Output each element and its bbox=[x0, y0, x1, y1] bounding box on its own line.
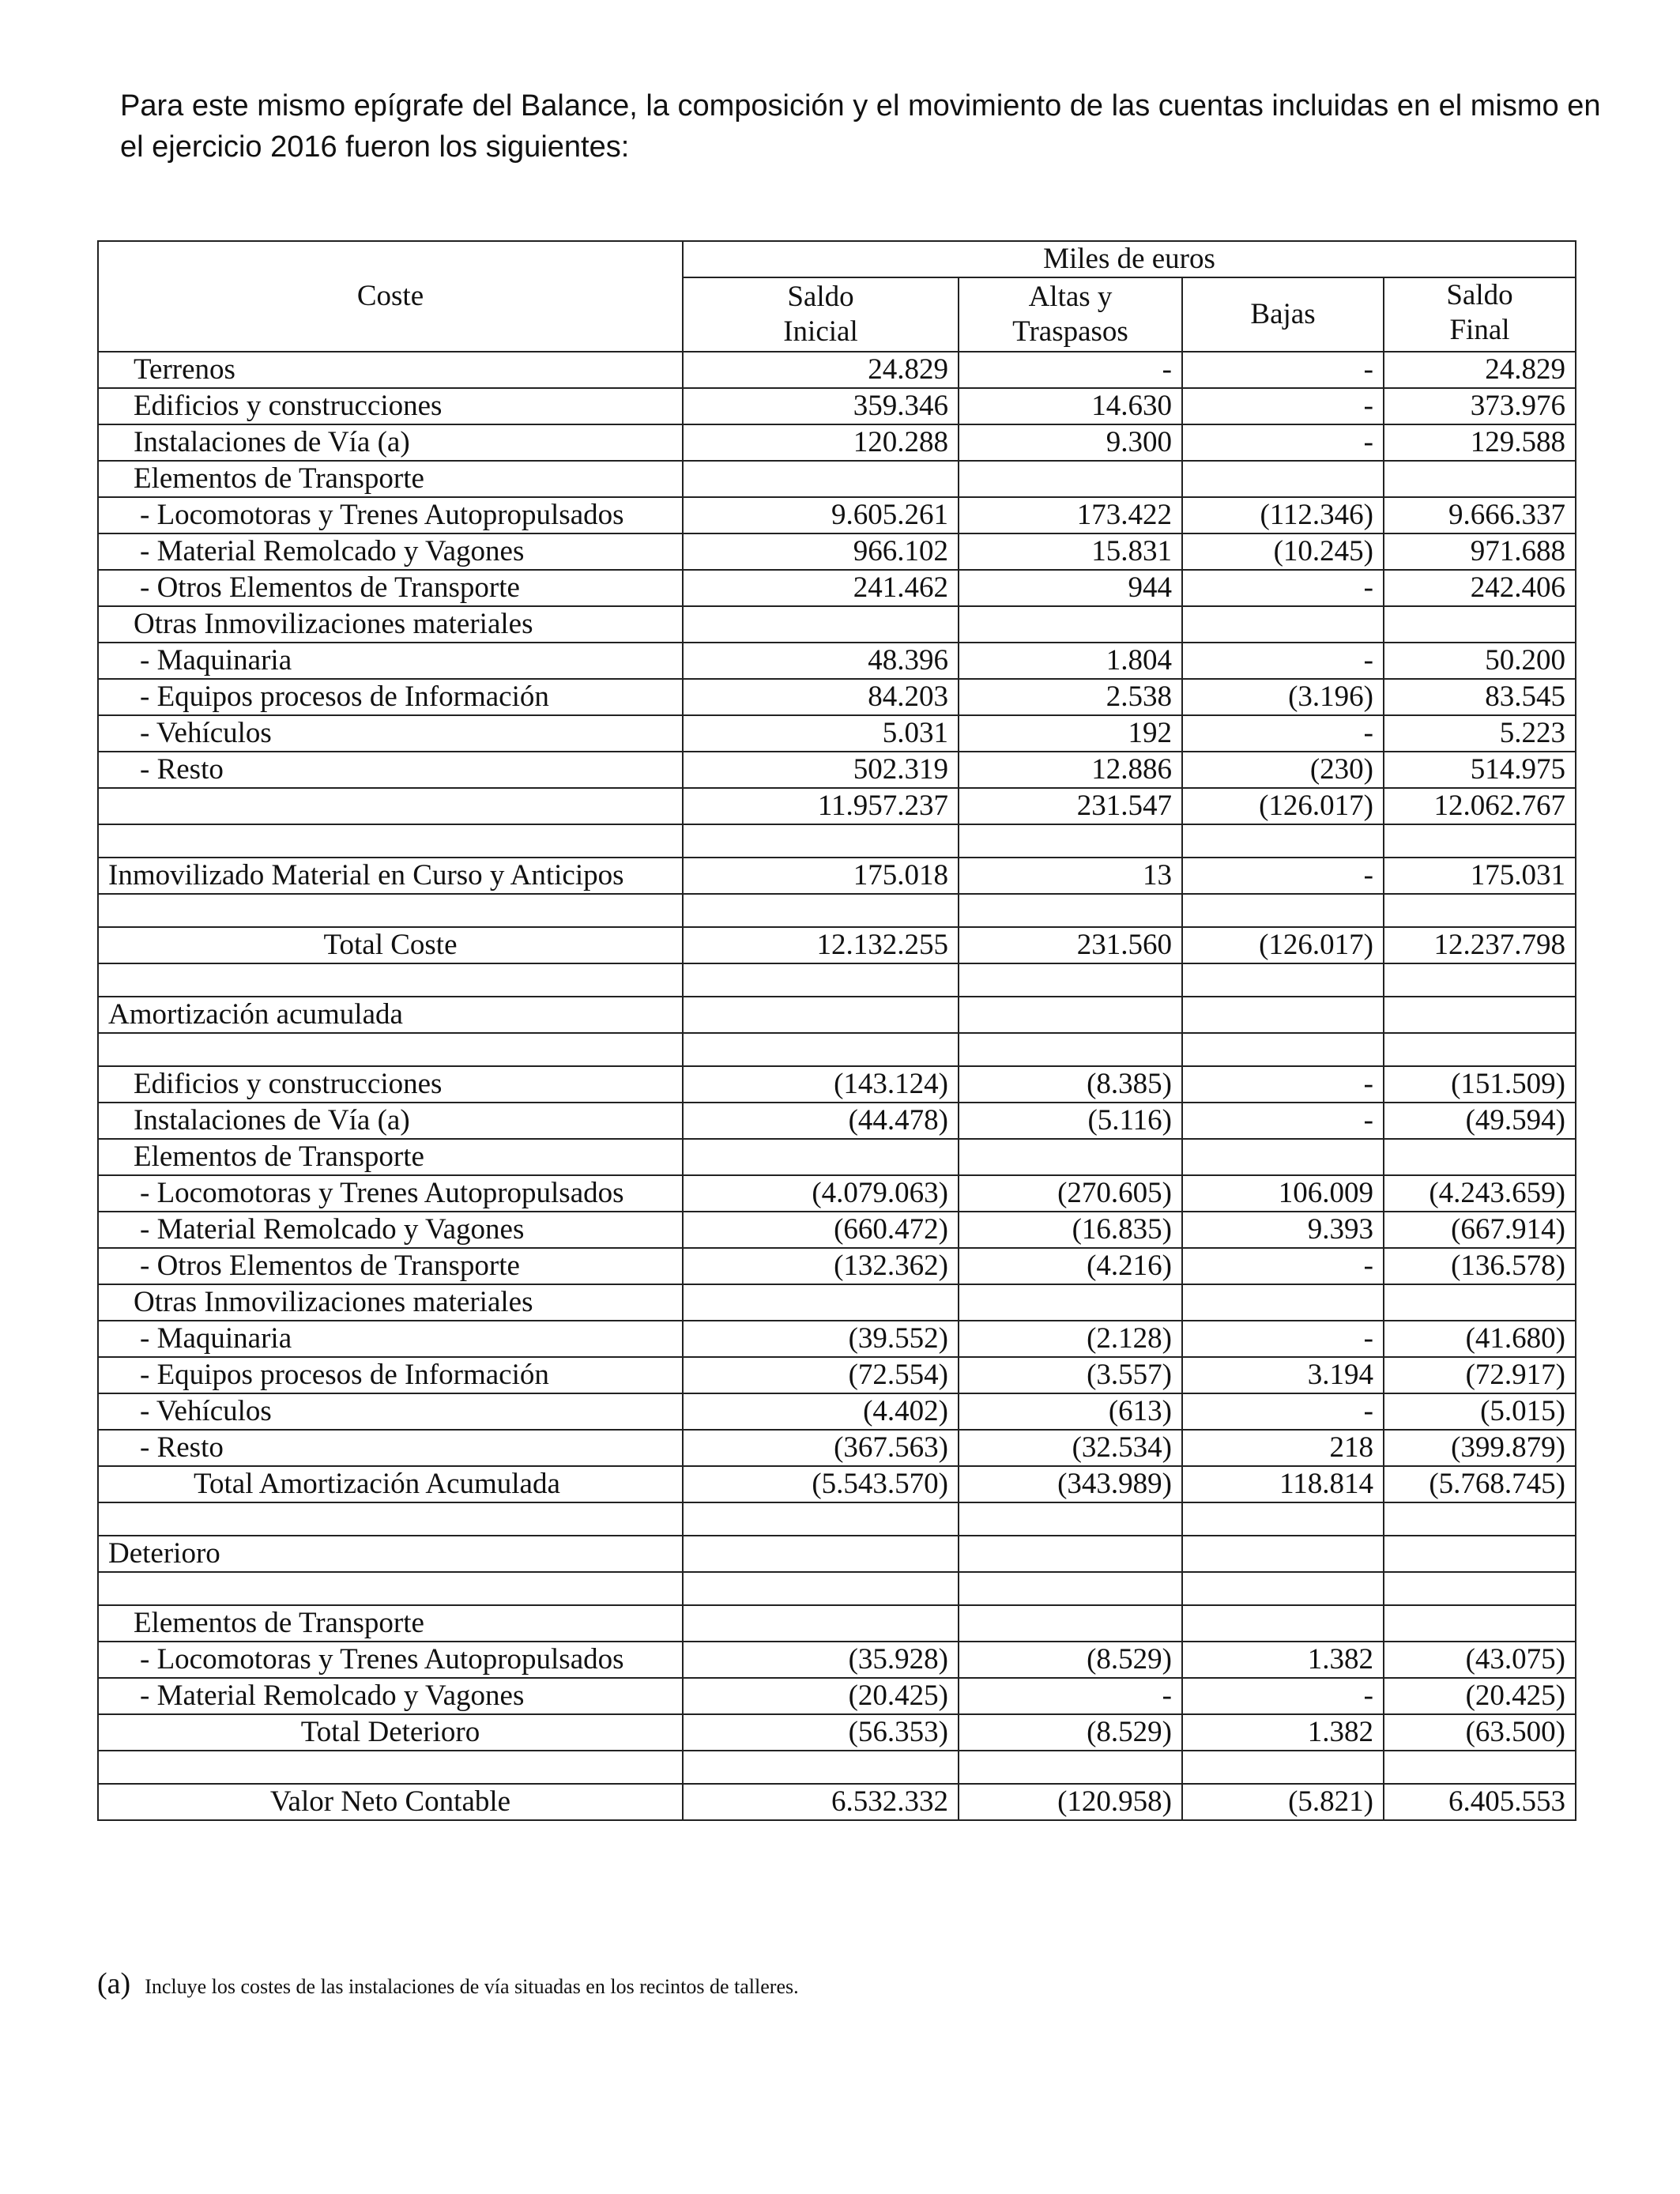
table-row bbox=[98, 1784, 1576, 1820]
value-cell: (3.557) bbox=[959, 1357, 1182, 1393]
table-row bbox=[98, 1714, 1576, 1751]
value-cell bbox=[1384, 1284, 1576, 1321]
value-cell: 241.462 bbox=[683, 570, 959, 606]
table-row bbox=[98, 894, 1576, 927]
col-header-saldo-inicial: Saldo Inicial bbox=[683, 277, 959, 352]
value-cell: (126.017) bbox=[1182, 927, 1384, 963]
value-cell: (20.425) bbox=[1384, 1678, 1576, 1714]
row-label: Elementos de Transporte bbox=[98, 1605, 683, 1642]
value-cell: 231.560 bbox=[959, 927, 1182, 963]
table-row bbox=[98, 1605, 1576, 1642]
value-cell: (56.353) bbox=[683, 1714, 959, 1751]
value-cell: (35.928) bbox=[683, 1642, 959, 1678]
value-cell bbox=[959, 1536, 1182, 1572]
value-cell bbox=[1182, 1284, 1384, 1321]
value-cell: (10.245) bbox=[1182, 533, 1384, 570]
table-row bbox=[98, 497, 1576, 533]
row-label: Deterioro bbox=[98, 1536, 683, 1572]
table-row bbox=[98, 1751, 1576, 1784]
value-cell: (63.500) bbox=[1384, 1714, 1576, 1751]
value-cell: 12.237.798 bbox=[1384, 927, 1576, 963]
row-label: Otras Inmovilizaciones materiales bbox=[98, 606, 683, 643]
value-cell: (5.116) bbox=[959, 1103, 1182, 1139]
value-cell: 118.814 bbox=[1182, 1466, 1384, 1502]
col-header-bajas: Bajas bbox=[1182, 277, 1384, 352]
col-header-altas-traspasos: Altas y Traspasos bbox=[959, 277, 1182, 352]
value-cell: 175.031 bbox=[1384, 858, 1576, 894]
table-row bbox=[98, 1572, 1576, 1605]
value-cell: - bbox=[1182, 424, 1384, 461]
table-row bbox=[98, 1103, 1576, 1139]
row-label: - Maquinaria bbox=[98, 1321, 683, 1357]
blank-cell bbox=[683, 1502, 959, 1536]
value-cell: 9.666.337 bbox=[1384, 497, 1576, 533]
blank-cell bbox=[959, 1502, 1182, 1536]
value-cell: (399.879) bbox=[1384, 1430, 1576, 1466]
value-cell: - bbox=[1182, 570, 1384, 606]
blank-cell bbox=[98, 1502, 683, 1536]
value-cell: (2.128) bbox=[959, 1321, 1182, 1357]
value-cell bbox=[1384, 1139, 1576, 1175]
value-cell bbox=[683, 1536, 959, 1572]
value-cell: (5.543.570) bbox=[683, 1466, 959, 1502]
value-cell: - bbox=[1182, 1248, 1384, 1284]
value-cell: (5.015) bbox=[1384, 1393, 1576, 1430]
value-cell: - bbox=[1182, 388, 1384, 424]
value-cell: - bbox=[959, 1678, 1182, 1714]
row-label: Total Amortización Acumulada bbox=[98, 1466, 683, 1502]
blank-cell bbox=[98, 963, 683, 997]
value-cell: (136.578) bbox=[1384, 1248, 1576, 1284]
row-label: Total Coste bbox=[98, 927, 683, 963]
value-cell: 84.203 bbox=[683, 679, 959, 715]
table-row bbox=[98, 715, 1576, 752]
value-cell bbox=[959, 1139, 1182, 1175]
row-label: - Maquinaria bbox=[98, 643, 683, 679]
value-cell: (8.529) bbox=[959, 1714, 1182, 1751]
balance-table bbox=[97, 240, 1576, 1821]
value-cell: (41.680) bbox=[1384, 1321, 1576, 1357]
blank-cell bbox=[1182, 1502, 1384, 1536]
blank-cell bbox=[959, 1751, 1182, 1784]
table-row bbox=[98, 570, 1576, 606]
value-cell: 12.886 bbox=[959, 752, 1182, 788]
value-cell: 9.393 bbox=[1182, 1212, 1384, 1248]
value-cell: (112.346) bbox=[1182, 497, 1384, 533]
blank-cell bbox=[98, 1751, 683, 1784]
value-cell: 218 bbox=[1182, 1430, 1384, 1466]
value-cell: (367.563) bbox=[683, 1430, 959, 1466]
table-row bbox=[98, 927, 1576, 963]
table-row bbox=[98, 1284, 1576, 1321]
value-cell: 50.200 bbox=[1384, 643, 1576, 679]
table-row bbox=[98, 1502, 1576, 1536]
value-cell: 106.009 bbox=[1182, 1175, 1384, 1212]
value-cell: (660.472) bbox=[683, 1212, 959, 1248]
value-cell: - bbox=[1182, 1393, 1384, 1430]
value-cell: - bbox=[1182, 1103, 1384, 1139]
blank-cell bbox=[683, 1033, 959, 1066]
row-label: Terrenos bbox=[98, 352, 683, 388]
row-label: Total Deterioro bbox=[98, 1714, 683, 1751]
table-row bbox=[98, 424, 1576, 461]
table-row bbox=[98, 1321, 1576, 1357]
value-cell bbox=[959, 1605, 1182, 1642]
footnote-text: Incluye los costes de las instalaciones de vía situadas en los recintos de talleres. bbox=[145, 1975, 799, 1998]
blank-cell bbox=[98, 894, 683, 927]
table-row bbox=[98, 643, 1576, 679]
intro-paragraph: Para este mismo epígrafe del Balance, la composición y el movimiento de las cuentas incluidas en el mismo en el ejercicio 2016 fueron los siguientes: bbox=[120, 89, 1601, 164]
value-cell bbox=[1384, 1536, 1576, 1572]
value-cell bbox=[683, 1605, 959, 1642]
row-label: - Otros Elementos de Transporte bbox=[98, 570, 683, 606]
row-label-header: Coste bbox=[98, 241, 683, 352]
value-cell: 83.545 bbox=[1384, 679, 1576, 715]
blank-cell bbox=[959, 824, 1182, 858]
blank-cell bbox=[683, 1751, 959, 1784]
value-cell bbox=[683, 461, 959, 497]
row-label: - Locomotoras y Trenes Autopropulsados bbox=[98, 1642, 683, 1678]
value-cell: (613) bbox=[959, 1393, 1182, 1430]
value-cell: (72.917) bbox=[1384, 1357, 1576, 1393]
value-cell: - bbox=[1182, 643, 1384, 679]
table-row bbox=[98, 858, 1576, 894]
value-cell: - bbox=[1182, 352, 1384, 388]
blank-cell bbox=[1182, 1751, 1384, 1784]
blank-cell bbox=[1384, 824, 1576, 858]
row-label: - Resto bbox=[98, 752, 683, 788]
table-row bbox=[98, 1066, 1576, 1103]
row-label bbox=[98, 788, 683, 824]
value-cell: (4.243.659) bbox=[1384, 1175, 1576, 1212]
table-row bbox=[98, 1175, 1576, 1212]
value-cell: 373.976 bbox=[1384, 388, 1576, 424]
value-cell: 1.804 bbox=[959, 643, 1182, 679]
row-label: - Equipos procesos de Información bbox=[98, 679, 683, 715]
value-cell bbox=[683, 606, 959, 643]
value-cell: 9.300 bbox=[959, 424, 1182, 461]
value-cell bbox=[683, 997, 959, 1033]
blank-cell bbox=[683, 824, 959, 858]
value-cell: 48.396 bbox=[683, 643, 959, 679]
row-label: - Otros Elementos de Transporte bbox=[98, 1248, 683, 1284]
value-cell: 173.422 bbox=[959, 497, 1182, 533]
blank-cell bbox=[959, 963, 1182, 997]
row-label: - Locomotoras y Trenes Autopropulsados bbox=[98, 497, 683, 533]
value-cell: 231.547 bbox=[959, 788, 1182, 824]
row-label: Otras Inmovilizaciones materiales bbox=[98, 1284, 683, 1321]
blank-cell bbox=[959, 1033, 1182, 1066]
group-header: Miles de euros bbox=[683, 241, 1576, 277]
value-cell bbox=[683, 1284, 959, 1321]
value-cell: (126.017) bbox=[1182, 788, 1384, 824]
row-label: - Vehículos bbox=[98, 715, 683, 752]
blank-cell bbox=[959, 894, 1182, 927]
value-cell: 11.957.237 bbox=[683, 788, 959, 824]
blank-cell bbox=[1384, 963, 1576, 997]
value-cell: - bbox=[1182, 1678, 1384, 1714]
row-label: Inmovilizado Material en Curso y Anticipos bbox=[98, 858, 683, 894]
table-row bbox=[98, 997, 1576, 1033]
value-cell: 24.829 bbox=[683, 352, 959, 388]
value-cell: (120.958) bbox=[959, 1784, 1182, 1820]
value-cell bbox=[959, 1284, 1182, 1321]
value-cell bbox=[1182, 997, 1384, 1033]
blank-cell bbox=[98, 1572, 683, 1605]
row-label: - Vehículos bbox=[98, 1393, 683, 1430]
table-row bbox=[98, 533, 1576, 570]
value-cell: 15.831 bbox=[959, 533, 1182, 570]
value-cell: - bbox=[1182, 715, 1384, 752]
value-cell: (667.914) bbox=[1384, 1212, 1576, 1248]
blank-cell bbox=[98, 824, 683, 858]
value-cell bbox=[959, 606, 1182, 643]
value-cell bbox=[1182, 1139, 1384, 1175]
value-cell: (230) bbox=[1182, 752, 1384, 788]
value-cell: (151.509) bbox=[1384, 1066, 1576, 1103]
value-cell: - bbox=[1182, 1321, 1384, 1357]
blank-cell bbox=[98, 1033, 683, 1066]
blank-cell bbox=[1182, 1572, 1384, 1605]
value-cell: 14.630 bbox=[959, 388, 1182, 424]
blank-cell bbox=[683, 963, 959, 997]
table-row bbox=[98, 824, 1576, 858]
value-cell: (39.552) bbox=[683, 1321, 959, 1357]
blank-cell bbox=[1384, 1751, 1576, 1784]
row-label: Edificios y construcciones bbox=[98, 388, 683, 424]
table-row bbox=[98, 752, 1576, 788]
value-cell: (72.554) bbox=[683, 1357, 959, 1393]
row-label: - Locomotoras y Trenes Autopropulsados bbox=[98, 1175, 683, 1212]
value-cell: 5.223 bbox=[1384, 715, 1576, 752]
blank-cell bbox=[683, 894, 959, 927]
value-cell: (270.605) bbox=[959, 1175, 1182, 1212]
value-cell: (32.534) bbox=[959, 1430, 1182, 1466]
table-row bbox=[98, 1642, 1576, 1678]
value-cell: (5.768.745) bbox=[1384, 1466, 1576, 1502]
table-row bbox=[98, 461, 1576, 497]
table-row bbox=[98, 1393, 1576, 1430]
table-row bbox=[98, 1212, 1576, 1248]
row-label: Instalaciones de Vía (a) bbox=[98, 1103, 683, 1139]
footnote bbox=[97, 1966, 799, 2001]
value-cell bbox=[1182, 606, 1384, 643]
table-row bbox=[98, 1357, 1576, 1393]
value-cell: (343.989) bbox=[959, 1466, 1182, 1502]
value-cell: 12.062.767 bbox=[1384, 788, 1576, 824]
blank-cell bbox=[1384, 1033, 1576, 1066]
value-cell bbox=[959, 461, 1182, 497]
value-cell: 514.975 bbox=[1384, 752, 1576, 788]
blank-cell bbox=[683, 1572, 959, 1605]
row-label: - Equipos procesos de Información bbox=[98, 1357, 683, 1393]
value-cell: (3.196) bbox=[1182, 679, 1384, 715]
value-cell: 1.382 bbox=[1182, 1642, 1384, 1678]
value-cell: (5.821) bbox=[1182, 1784, 1384, 1820]
balance-table-wrapper bbox=[97, 240, 1576, 1821]
value-cell: 120.288 bbox=[683, 424, 959, 461]
value-cell: 502.319 bbox=[683, 752, 959, 788]
blank-cell bbox=[1182, 894, 1384, 927]
value-cell bbox=[959, 997, 1182, 1033]
value-cell: - bbox=[1182, 1066, 1384, 1103]
value-cell: (4.216) bbox=[959, 1248, 1182, 1284]
value-cell: (44.478) bbox=[683, 1103, 959, 1139]
value-cell: (43.075) bbox=[1384, 1642, 1576, 1678]
blank-cell bbox=[1182, 1033, 1384, 1066]
row-label: Edificios y construcciones bbox=[98, 1066, 683, 1103]
value-cell: 175.018 bbox=[683, 858, 959, 894]
table-row bbox=[98, 1139, 1576, 1175]
value-cell bbox=[683, 1139, 959, 1175]
value-cell bbox=[1182, 1536, 1384, 1572]
row-label: Elementos de Transporte bbox=[98, 1139, 683, 1175]
blank-cell bbox=[1182, 824, 1384, 858]
footnote-mark: (a) bbox=[97, 1967, 131, 2000]
blank-cell bbox=[959, 1572, 1182, 1605]
value-cell: 1.382 bbox=[1182, 1714, 1384, 1751]
value-cell bbox=[1384, 997, 1576, 1033]
table-row bbox=[98, 1536, 1576, 1572]
row-label: Amortización acumulada bbox=[98, 997, 683, 1033]
blank-cell bbox=[1384, 894, 1576, 927]
row-label: Valor Neto Contable bbox=[98, 1784, 683, 1820]
value-cell: 359.346 bbox=[683, 388, 959, 424]
table-body bbox=[98, 352, 1576, 1820]
table-row bbox=[98, 1248, 1576, 1284]
blank-cell bbox=[1384, 1502, 1576, 1536]
table-row bbox=[98, 352, 1576, 388]
value-cell: 24.829 bbox=[1384, 352, 1576, 388]
value-cell: (132.362) bbox=[683, 1248, 959, 1284]
value-cell: 5.031 bbox=[683, 715, 959, 752]
table-row bbox=[98, 1466, 1576, 1502]
table-row bbox=[98, 1430, 1576, 1466]
value-cell: 13 bbox=[959, 858, 1182, 894]
value-cell: 6.532.332 bbox=[683, 1784, 959, 1820]
blank-cell bbox=[1384, 1572, 1576, 1605]
value-cell: (20.425) bbox=[683, 1678, 959, 1714]
table-row bbox=[98, 1033, 1576, 1066]
blank-cell bbox=[1182, 963, 1384, 997]
value-cell: 9.605.261 bbox=[683, 497, 959, 533]
table-row bbox=[98, 788, 1576, 824]
value-cell: 971.688 bbox=[1384, 533, 1576, 570]
table-row bbox=[98, 679, 1576, 715]
value-cell: (8.529) bbox=[959, 1642, 1182, 1678]
table-row bbox=[98, 388, 1576, 424]
value-cell: 129.588 bbox=[1384, 424, 1576, 461]
value-cell: - bbox=[1182, 858, 1384, 894]
value-cell: 2.538 bbox=[959, 679, 1182, 715]
col-header-saldo-final: Saldo Final bbox=[1384, 277, 1576, 352]
value-cell: 192 bbox=[959, 715, 1182, 752]
value-cell: 966.102 bbox=[683, 533, 959, 570]
value-cell bbox=[1182, 1605, 1384, 1642]
row-label: Elementos de Transporte bbox=[98, 461, 683, 497]
row-label: - Material Remolcado y Vagones bbox=[98, 533, 683, 570]
value-cell: (8.385) bbox=[959, 1066, 1182, 1103]
row-label: - Material Remolcado y Vagones bbox=[98, 1212, 683, 1248]
value-cell: - bbox=[959, 352, 1182, 388]
value-cell: (16.835) bbox=[959, 1212, 1182, 1248]
value-cell: 944 bbox=[959, 570, 1182, 606]
value-cell: 12.132.255 bbox=[683, 927, 959, 963]
value-cell bbox=[1384, 606, 1576, 643]
value-cell: (143.124) bbox=[683, 1066, 959, 1103]
value-cell: (49.594) bbox=[1384, 1103, 1576, 1139]
table-row bbox=[98, 606, 1576, 643]
value-cell: (4.402) bbox=[683, 1393, 959, 1430]
value-cell: 6.405.553 bbox=[1384, 1784, 1576, 1820]
value-cell bbox=[1182, 461, 1384, 497]
row-label: - Material Remolcado y Vagones bbox=[98, 1678, 683, 1714]
table-row bbox=[98, 963, 1576, 997]
table-row bbox=[98, 1678, 1576, 1714]
value-cell: (4.079.063) bbox=[683, 1175, 959, 1212]
value-cell bbox=[1384, 1605, 1576, 1642]
value-cell: 3.194 bbox=[1182, 1357, 1384, 1393]
value-cell: 242.406 bbox=[1384, 570, 1576, 606]
row-label: - Resto bbox=[98, 1430, 683, 1466]
value-cell bbox=[1384, 461, 1576, 497]
row-label: Instalaciones de Vía (a) bbox=[98, 424, 683, 461]
